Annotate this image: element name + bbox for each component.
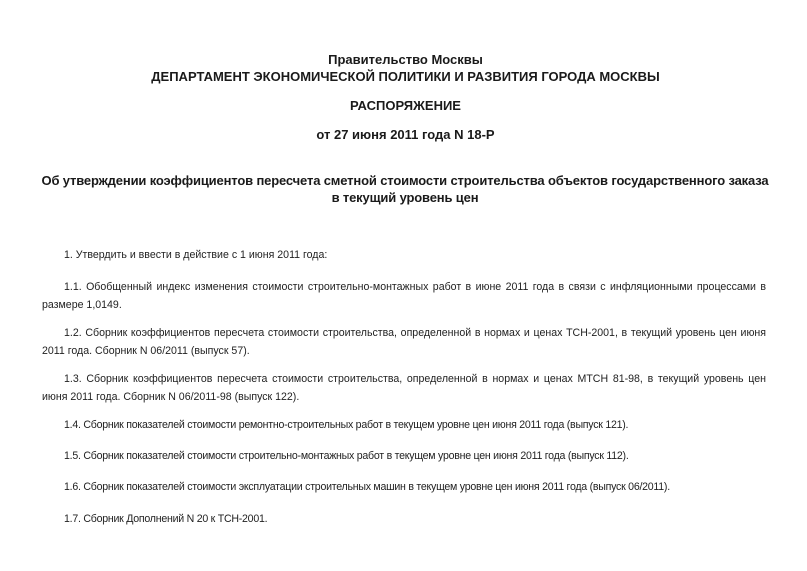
government-name: Правительство Москвы bbox=[328, 52, 483, 67]
paragraph-1-5: 1.5. Сборник показателей стоимости строительно-монтажных работ в текущем уровне цен июня 2011 года (выпуск 112). bbox=[64, 450, 629, 462]
paragraph-1-3: 1.3. Сборник коэффициентов пересчета стоимости строительства, определенной в нормах и ценах МТСН 81-98, в текущий уровень цен июня 2011 года. Сборник N 06/2011-98 (выпуск 122). bbox=[42, 373, 766, 403]
document-type: РАСПОРЯЖЕНИЕ bbox=[350, 98, 461, 113]
document-date-number: от 27 июня 2011 года N 18-Р bbox=[316, 127, 495, 142]
document-title: Об утверждении коэффициентов пересчета сметной стоимости строительства объектов государственного заказа в текущий уровень цен bbox=[41, 173, 769, 205]
paragraph-1-2: 1.2. Сборник коэффициентов пересчета стоимости строительства, определенной в нормах и ценах ТСН-2001, в текущий уровень цен июня 2011 года. Сборник N 06/2011 (выпуск 57). bbox=[42, 327, 766, 357]
paragraph-1: 1. Утвердить и ввести в действие с 1 июня 2011 года: bbox=[64, 249, 328, 261]
paragraph-1-1: 1.1. Обобщенный индекс изменения стоимости строительно-монтажных работ в июне 2011 года в связи с инфляционными процессами в размере 1,0149. bbox=[42, 281, 766, 311]
paragraph-1-4: 1.4. Сборник показателей стоимости ремонтно-строительных работ в текущем уровне цен июня 2011 года (выпуск 121). bbox=[64, 419, 629, 431]
paragraph-1-7: 1.7. Сборник Дополнений N 20 к ТСН-2001. bbox=[64, 513, 268, 525]
department-name: ДЕПАРТАМЕНТ ЭКОНОМИЧЕСКОЙ ПОЛИТИКИ И РАЗВИТИЯ ГОРОДА МОСКВЫ bbox=[151, 69, 660, 84]
paragraph-1-6: 1.6. Сборник показателей стоимости эксплуатации строительных машин в текущем уровне цен июня 2011 года (выпуск 06/2011). bbox=[64, 481, 670, 493]
